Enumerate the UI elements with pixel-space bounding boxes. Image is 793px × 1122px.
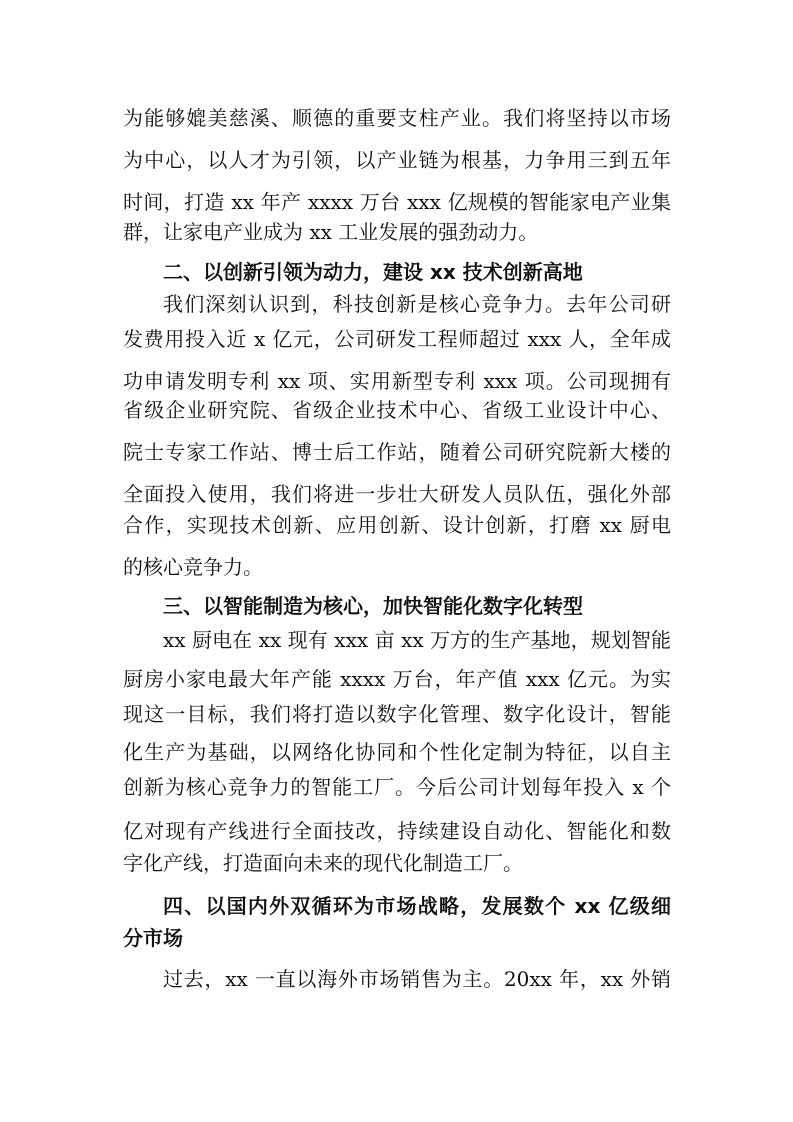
section-heading-2: 二、以创新引领为动力，建设 xx 技术创新高地: [163, 260, 583, 284]
paragraph-line: 厨房小家电最大年产能 xxxx 万台，年产值 xxx 亿元。为实: [123, 667, 671, 691]
paragraph-line: 亿对现有产线进行全面技改，持续建设自动化、智能化和数: [123, 819, 671, 843]
paragraph-line: 合作，实现技术创新、应用创新、设计创新，打磨 xx 厨电: [123, 513, 671, 537]
paragraph-line: 发费用投入近 x 亿元，公司研发工程师超过 xxx 人，全年成: [123, 327, 671, 351]
section-heading-4: 四、以国内外双循环为市场战略，发展数个 xx 亿级细: [163, 894, 671, 918]
paragraph-line: 我们深刻认识到，科技创新是核心竞争力。去年公司研: [163, 292, 671, 316]
paragraph-line: 时间，打造 xx 年产 xxxx 万台 xxx 亿规模的智能家电产业集: [123, 190, 671, 214]
section-heading-3: 三、以智能制造为核心，加快智能化数字化转型: [163, 594, 583, 618]
paragraph-line: 字化产线，打造面向未来的现代化制造工厂。: [123, 851, 523, 875]
paragraph-line: 创新为核心竞争力的智能工厂。今后公司计划每年投入 x 个: [123, 775, 671, 799]
paragraph-line: 过去，xx 一直以海外市场销售为主。20xx 年，xx 外销: [163, 967, 671, 991]
paragraph-line: 院士专家工作站、博士后工作站，随着公司研究院新大楼的: [123, 440, 671, 464]
paragraph-line: 省级企业研究院、省级企业技术中心、省级工业设计中心、: [123, 398, 671, 422]
paragraph-line: 的核心竞争力。: [123, 555, 263, 579]
paragraph-line: xx 厨电在 xx 现有 xxx 亩 xx 万方的生产基地，规划智能: [163, 628, 671, 652]
section-heading-4-continued: 分市场: [123, 926, 183, 950]
paragraph-line: 为能够媲美慈溪、顺德的重要支柱产业。我们将坚持以市场: [123, 106, 671, 130]
paragraph-line: 功申请发明专利 xx 项、实用新型专利 xxx 项。公司现拥有: [123, 369, 671, 393]
paragraph-line: 为中心，以人才为引领，以产业链为根基，力争用三到五年: [123, 148, 671, 172]
paragraph-line: 化生产为基础，以网络化协同和个性化定制为特征，以自主: [123, 740, 671, 764]
paragraph-line: 现这一目标，我们将打造以数字化管理、数字化设计，智能: [123, 702, 671, 726]
paragraph-line: 群，让家电产业成为 xx 工业发展的强劲动力。: [123, 220, 539, 244]
paragraph-line: 全面投入使用，我们将进一步壮大研发人员队伍，强化外部: [123, 482, 671, 506]
